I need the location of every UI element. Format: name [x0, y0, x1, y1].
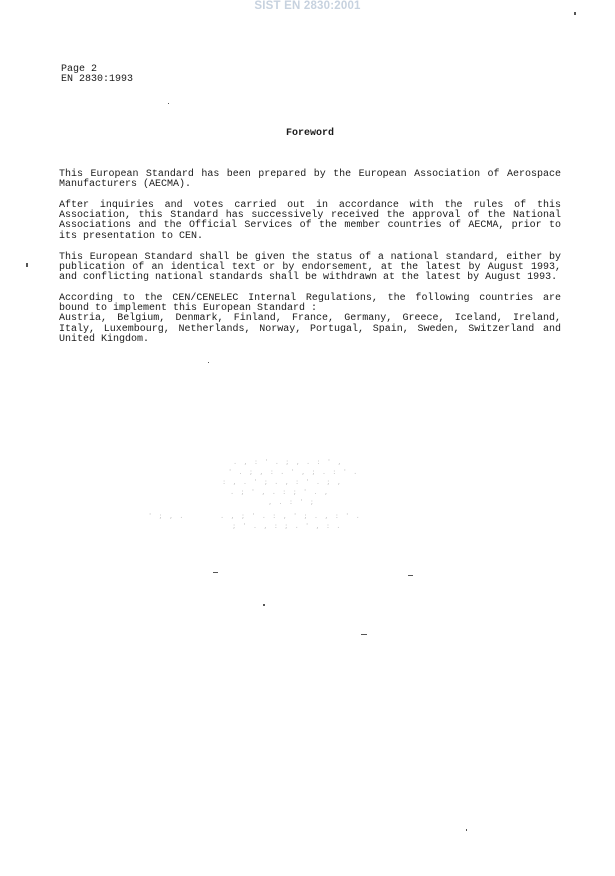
scan-speck	[361, 634, 367, 635]
scan-speck	[26, 263, 28, 267]
page-number: Page 2	[61, 64, 98, 75]
scan-noise: , . : ' ;	[268, 498, 315, 506]
paragraph-line: After inquiries and votes carried out in accordance with the rules of this	[59, 200, 561, 211]
paragraph-2	[59, 201, 561, 242]
paragraph-line: bound to implement this European Standard :	[59, 303, 318, 315]
paragraph-line: Italy, Luxembourg, Netherlands, Norway, Portugal, Spain, Sweden, Switzerland and	[59, 323, 561, 335]
paragraph-1	[59, 170, 561, 190]
scan-noise: . ; ' , . : ; ' . ,	[230, 488, 330, 496]
scan-speck	[408, 575, 413, 576]
watermark: SIST EN 2830:2001	[254, 0, 361, 12]
paragraph-4	[59, 294, 561, 345]
page-header	[61, 65, 133, 85]
scan-noise: ' . ; , : . ' , ; . : ' .	[228, 468, 359, 476]
section-title: Foreword	[285, 128, 334, 139]
paragraph-line: This European Standard shall be given the status of a national standard, either by	[59, 252, 561, 263]
scan-speck	[263, 604, 265, 606]
paragraph-line: Association, this Standard has successively received the approval of the National	[59, 210, 561, 222]
scan-noise: ' ; , .	[148, 512, 185, 520]
scan-speck	[168, 103, 169, 104]
scan-noise: ; ' . , : ; . ' , : .	[232, 522, 342, 530]
scan-speck	[574, 12, 576, 15]
scan-noise: . , : ' . ; , . : ' ,	[233, 458, 343, 466]
scan-noise: : , . ' ; . , : ' . ; ,	[222, 478, 342, 486]
paragraph-line: publication of an identical text or by endorsement, at the latest by August 1993,	[59, 262, 561, 274]
scan-speck	[466, 829, 467, 831]
paragraph-3	[59, 253, 561, 284]
scan-noise: . , ; ' . : , ' ; . , : ' .	[220, 512, 361, 520]
paragraph-line: Associations and the Official Services of the member countries of AECMA, prior to	[59, 220, 561, 232]
paragraph-line: its presentation to CEN.	[59, 230, 204, 242]
scan-speck	[208, 362, 209, 363]
paragraph-line: This European Standard has been prepared by the European Association of Aerospace	[59, 169, 561, 180]
paragraph-line: According to the CEN/CENELEC Internal Regulations, the following countries are	[59, 293, 561, 304]
paragraph-line: United Kingdom.	[59, 333, 150, 345]
paragraph-line: Manufacturers (AECMA).	[59, 179, 192, 191]
paragraph-line: Austria, Belgium, Denmark, Finland, France, Germany, Greece, Iceland, Ireland,	[59, 313, 561, 325]
scan-speck	[213, 572, 218, 573]
standard-number: EN 2830:1993	[61, 74, 134, 85]
paragraph-line: and conflicting national standards shall be withdrawn at the latest by August 1993.	[59, 272, 558, 284]
